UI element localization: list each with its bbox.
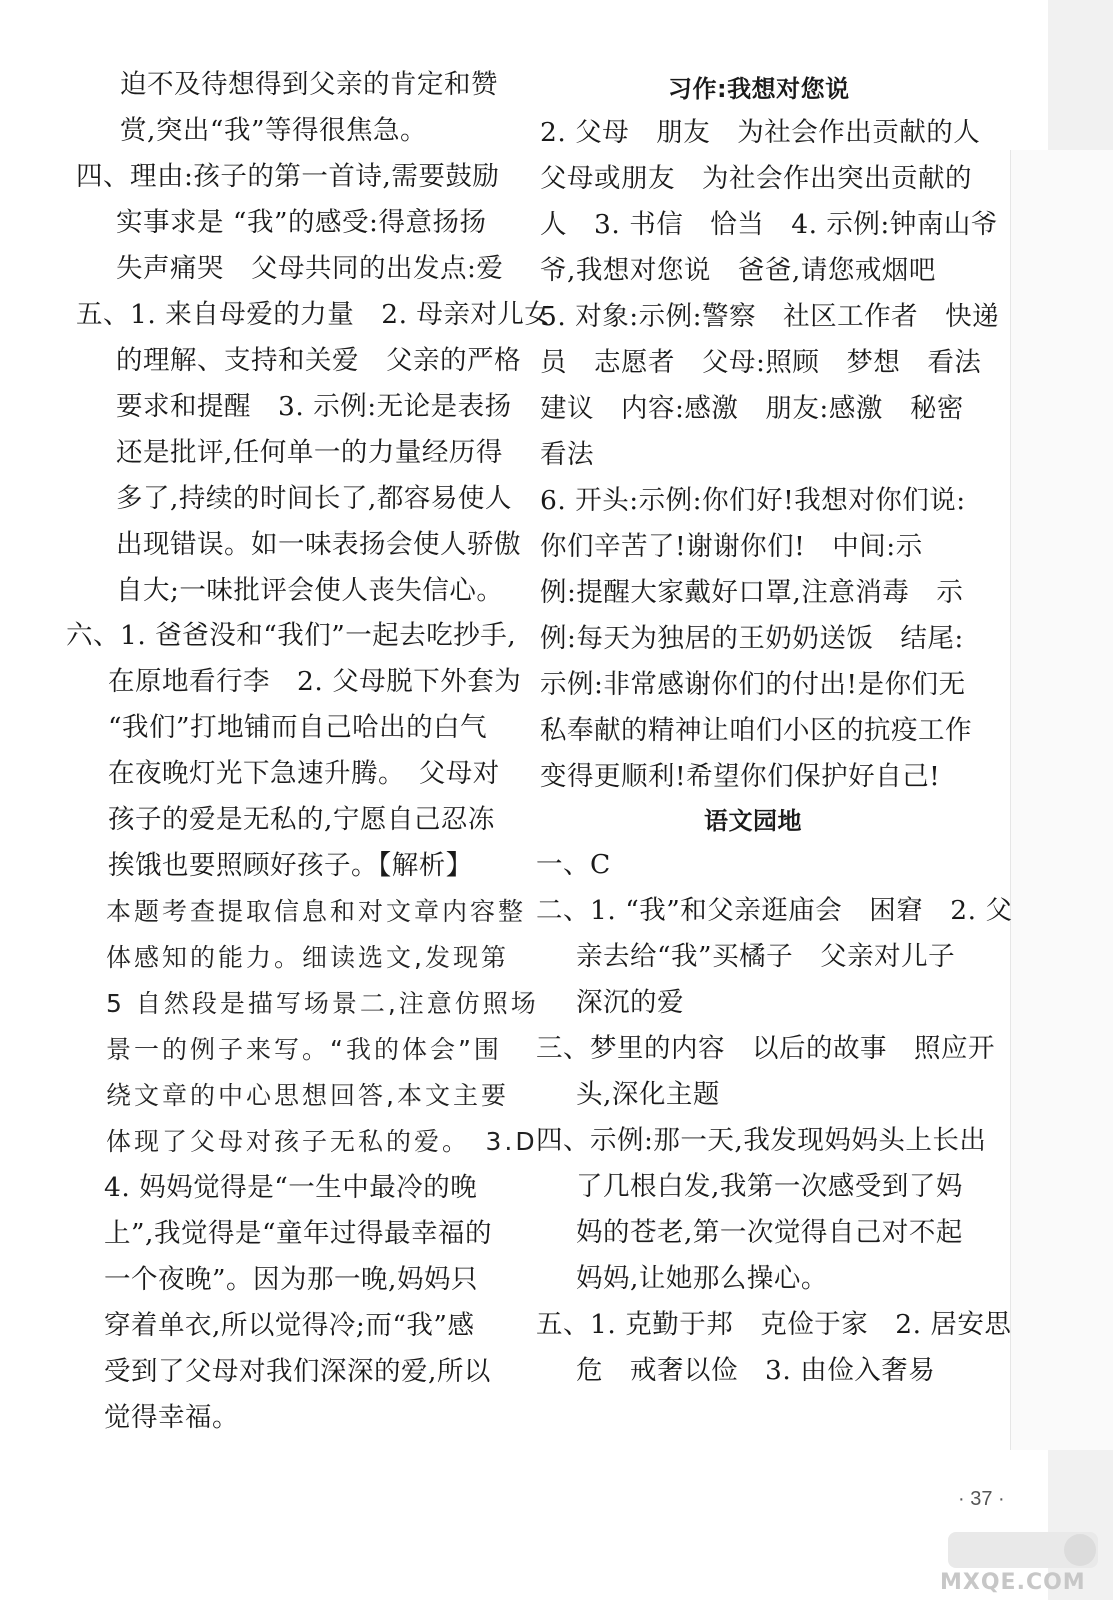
left-line: 在原地看行李 2. 父母脱下外套为 [108,666,522,697]
right-line: 人 3. 书信 恰当 4. 示例:钟南山爷 [540,209,998,240]
right-line: 私奉献的精神让咱们小区的抗疫工作 [540,715,972,746]
section-heading-chinese-garden: 语文园地 [704,807,802,835]
right-line: 头,深化主题 [576,1079,720,1110]
left-line: 四、理由:孩子的第一首诗,需要鼓励 [76,161,500,192]
right-line: 二、1. “我”和父亲逛庙会 困窘 2. 父 [536,895,1013,926]
left-line: 失声痛哭 父母共同的出发点:爱 [116,253,504,284]
page-number: · 37 · [958,1488,1005,1510]
analysis-line: 5 自然段是描写场景二,注意仿照场 [106,989,539,1018]
left-line: 迫不及待想得到父亲的肯定和赞 [120,69,498,100]
right-line: 6. 开头:示例:你们好!我想对你们说: [540,485,966,516]
page-edge-tab [1010,150,1113,1450]
right-line: 深沉的爱 [576,987,684,1018]
right-line: 危 戒奢以俭 3. 由俭入奢易 [576,1355,936,1386]
analysis-line: 体现了父母对孩子无私的爱。 3.D [106,1127,538,1156]
left-line: 自大;一味批评会使人丧失信心。 [116,575,504,606]
left-line: 的理解、支持和关爱 父亲的严格 [116,345,521,376]
right-line: 2. 父母 朋友 为社会作出贡献的人 [540,117,981,148]
left-line: 受到了父母对我们深深的爱,所以 [104,1356,491,1387]
left-line: 在夜晚灯光下急速升腾。 父母对 [108,758,500,789]
right-line: 妈的苍老,第一次觉得自己对不起 [576,1217,963,1248]
analysis-line: 本题考查提取信息和对文章内容整 [106,897,527,926]
left-line: 实事求是 “我”的感受:得意扬扬 [116,207,487,238]
analysis-line: 绕文章的中心思想回答,本文主要 [106,1081,509,1110]
right-line: 变得更顺利!希望你们保护好自己! [540,761,941,792]
right-line: 三、梦里的内容 以后的故事 照应开 [536,1033,995,1064]
left-line: “我们”打地铺而自己哈出的白气 [108,712,488,743]
analysis-line: 体感知的能力。细读选文,发现第 [106,943,509,972]
left-line: 五、1. 来自母爱的力量 2. 母亲对儿女 [76,299,552,330]
left-line: 4. 妈妈觉得是“一生中最冷的晚 [104,1172,478,1203]
right-line: 妈妈,让她那么操心。 [576,1263,828,1294]
section-heading-composition: 习作:我想对您说 [668,75,850,103]
left-line: 多了,持续的时间长了,都容易使人 [116,483,512,514]
right-line: 四、示例:那一天,我发现妈妈头上长出 [536,1125,987,1156]
left-line: 一个夜晚”。因为那一晚,妈妈只 [104,1264,478,1295]
right-line: 例:每天为独居的王奶奶送饭 结尾: [540,623,964,654]
left-line: 挨饿也要照顾好孩子。【解析】 [108,850,473,881]
right-line: 爷,我想对您说 爸爸,请您戒烟吧 [540,255,936,286]
right-line: 父母或朋友 为社会作出突出贡献的 [540,163,972,194]
right-line: 建议 内容:感激 朋友:感激 秘密 [540,393,964,424]
left-line: 穿着单衣,所以觉得冷;而“我”感 [104,1310,475,1341]
analysis-line: 景一的例子来写。“我的体会”围 [106,1035,502,1064]
right-line: 了几根白发,我第一次感受到了妈 [576,1171,963,1202]
left-line: 孩子的爱是无私的,宁愿自己忍冻 [108,804,495,835]
left-line: 出现错误。如一味表扬会使人骄傲 [116,529,521,560]
left-line: 觉得幸福。 [104,1402,239,1433]
watermark-text: MXQE.COM [940,1570,1086,1595]
right-line: 5. 对象:示例:警察 社区工作者 快递 [540,301,1000,332]
right-line: 例:提醒大家戴好口罩,注意消毒 示 [540,577,964,608]
right-line: 看法 [540,439,594,470]
left-line: 六、1. 爸爸没和“我们”一起去吃抄手, [66,620,517,651]
right-line: 亲去给“我”买橘子 父亲对儿子 [576,941,956,972]
right-line: 五、1. 克勤于邦 克俭于家 2. 居安思 [536,1309,1012,1340]
right-line: 员 志愿者 父母:照顾 梦想 看法 [540,347,982,378]
left-line: 上”,我觉得是“童年过得最幸福的 [104,1218,493,1249]
left-line: 要求和提醒 3. 示例:无论是表扬 [116,391,512,422]
right-line: 你们辛苦了!谢谢你们! 中间:示 [540,531,923,562]
right-line: 示例:非常感谢你们的付出!是你们无 [540,669,966,700]
left-line: 赏,突出“我”等得很焦急。 [120,115,428,146]
right-line: 一、C [536,849,611,880]
left-line: 还是批评,任何单一的力量经历得 [116,437,503,468]
